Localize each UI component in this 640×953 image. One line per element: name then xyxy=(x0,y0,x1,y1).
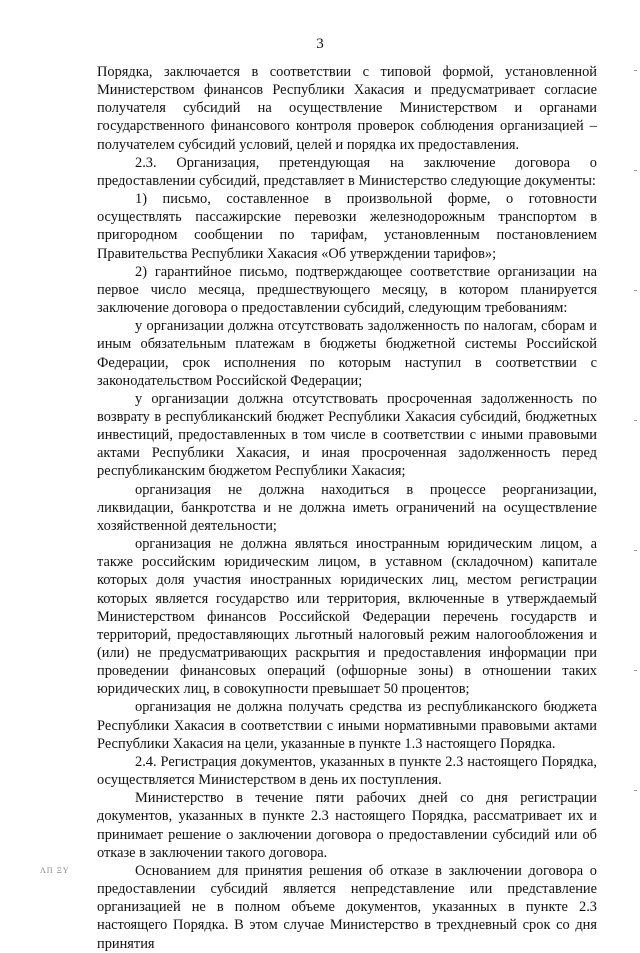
page-number: 3 xyxy=(316,36,324,52)
requirement-no-other-funds: организация не должна получать средства из республиканского бюджета Республики Хакасия в соответствии с иными нормативными правовыми актами Республики Хакасия на цели, указанные в пункте 1.3 настоящего Порядка. xyxy=(97,699,597,752)
footer-scan-code: ΛΠ ΞΥ xyxy=(40,866,70,875)
requirement-overdue-debt: у организации должна отсутствовать просроченная задолженность по возврату в республиканский бюджет Республики Хакасия субсидий, бюджетных инвестиций, предоставленных в том числе в соответствии с иными правовыми актами Республики Хакасия, и иная просроченная задолженность перед республиканским бюджетом Республики Хакасия; xyxy=(97,390,597,480)
scan-edge-marks xyxy=(631,30,637,890)
requirement-no-reorganization: организация не должна находиться в процессе реорганизации, ликвидации, банкротства и не должна иметь ограничений на осуществление хозяйственной деятельности; xyxy=(97,481,597,534)
list-item-2: 2) гарантийное письмо, подтверждающее соответствие организации на первое число месяца, предшествующего месяцу, в котором планируется заключение договора о предоставлении субсидий, следующим требованиям: xyxy=(97,263,597,317)
requirement-tax-debt: у организации должна отсутствовать задолженность по налогам, сборам и иным обязательным платежам в бюджеты бюджетной системы Российской Федерации, срок исполнения по которым наступил в соответствии с законодательством Российской Федерации; xyxy=(97,318,597,389)
paragraph-2-4: 2.4. Регистрация документов, указанных в пункте 2.3 настоящего Порядка, осуществляется Министерством в день их поступления. xyxy=(97,753,597,789)
paragraph-review: Министерство в течение пяти рабочих дней со дня регистрации документов, указанных в пункте 2.3 настоящего Порядка, рассматривает их и принимает решение о заключении договора о предоставлении субсидий или об отказе в заключении такого договора. xyxy=(97,790,597,861)
list-item-1: 1) письмо, составленное в произвольной форме, о готовности осуществлять пассажирские перевозки железнодорожным транспортом в пригородном сообщении по тарифам, установленным постановлением Правительства Республики Хакасия «Об утверждении тарифов»; xyxy=(97,191,597,262)
requirement-not-foreign: организация не должна являться иностранным юридическим лицом, а также российским юридическим лицом, в уставном (складочном) капитале которых доля участия иностранных юридических лиц, местом регистрации которых является государство или территория, включенные в утверждаемый Министерством финансов Российской Федерации перечень государств и территорий, предоставляющих льготный налоговый режим налогообложения и (или) не предусматривающих раскрытия и предоставления информации при проведении финансовых операций (офшорные зоны) в отношении таких юридических лиц, в совокупности превышает 50 процентов; xyxy=(97,536,597,698)
document-body xyxy=(97,63,597,953)
paragraph-2-3: 2.3. Организация, претендующая на заключение договора о предоставлении субсидий, представляет в Министерство следующие документы: xyxy=(97,154,597,189)
paragraph-continuation: Порядка, заключается в соответствии с типовой формой, установленной Министерством финансов Республики Хакасия и предусматривает согласие получателя субсидий на осуществление Министерством и органами государственного финансового контроля проверок соблюдения организацией – получателем субсидий условий, целей и порядка их предоставления. xyxy=(97,64,597,153)
paragraph-refusal-grounds: Основанием для принятия решения об отказе в заключении договора о предоставлении субсидий является непредставление или представление организацией не в полном объеме документов, указанных в пункте 2.3 настоящего Порядка. В этом случае Министерство в трехдневный срок со дня принятия xyxy=(97,862,597,952)
